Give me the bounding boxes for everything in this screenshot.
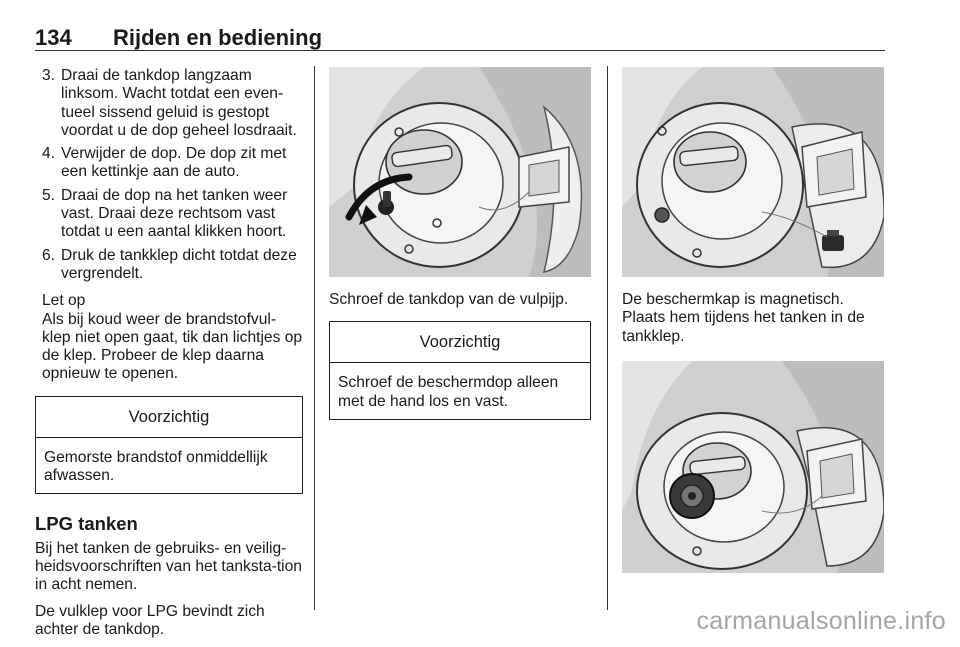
- list-item: 6. Druk de tankklep dicht totdat deze vergrendelt.: [42, 246, 297, 282]
- note-text: Als bij koud weer de brandstofvul-klep niet open gaat, tik dan lichtjes op de klep. Probeer de klep daarna opnieuw te openen.: [42, 310, 303, 383]
- illustration-unscrew-fuel-cap: [329, 67, 591, 277]
- paragraph: De vulklep voor LPG bevindt zich achter de tankdop.: [35, 602, 265, 638]
- warning-text: Gemorste brandstof onmiddellijk afwassen.: [44, 448, 268, 485]
- warning-title: Voorzichtig: [36, 397, 302, 438]
- steps-list: [35, 67, 303, 283]
- list-item: 3. Draai de tankdop langzaam linksom. Wacht totdat een even-tueel sissend geluid is gestopt voordat u de dop geheel losdraait.: [42, 67, 297, 139]
- figure-caption: De beschermkap is magnetisch. Plaats hem tijdens het tanken in de tankklep.: [622, 291, 865, 345]
- column-divider: [607, 66, 608, 610]
- page-number: 134: [35, 25, 72, 50]
- warning-box: [35, 396, 303, 495]
- text-column-2: [329, 67, 591, 420]
- list-item: 4. Verwijder de dop. De dop zit met een kettinkje aan de auto.: [42, 145, 287, 181]
- warning-box: [329, 321, 591, 420]
- page-header: [35, 22, 885, 52]
- list-item: 5. Draai de dop na het tanken weer vast. Draai deze rechtsom vast totdat u een aantal klikken hoort.: [42, 186, 288, 241]
- warning-text: Schroef de beschermdop alleen met de hand los en vast.: [338, 374, 559, 410]
- watermark: carmanualsonline.info: [696, 607, 946, 635]
- illustration-magnetic-cap-in-door: [622, 361, 884, 573]
- text-column-1: [35, 67, 303, 647]
- header-divider: [35, 50, 885, 51]
- figure-caption: Schroef de tankdop van de vulpijp.: [329, 291, 569, 308]
- note-heading: Let op: [42, 292, 86, 310]
- section-heading: LPG tanken: [35, 513, 138, 535]
- warning-title: Voorzichtig: [330, 322, 590, 363]
- page-title: Rijden en bediening: [113, 25, 323, 50]
- text-column-3: [622, 67, 886, 573]
- column-divider: [314, 66, 315, 610]
- paragraph: Bij het tanken de gebruiks- en veilig-heidsvoorschriften van het tanksta-tion in acht nemen.: [35, 539, 302, 594]
- illustration-fuel-door-cap: [622, 67, 884, 277]
